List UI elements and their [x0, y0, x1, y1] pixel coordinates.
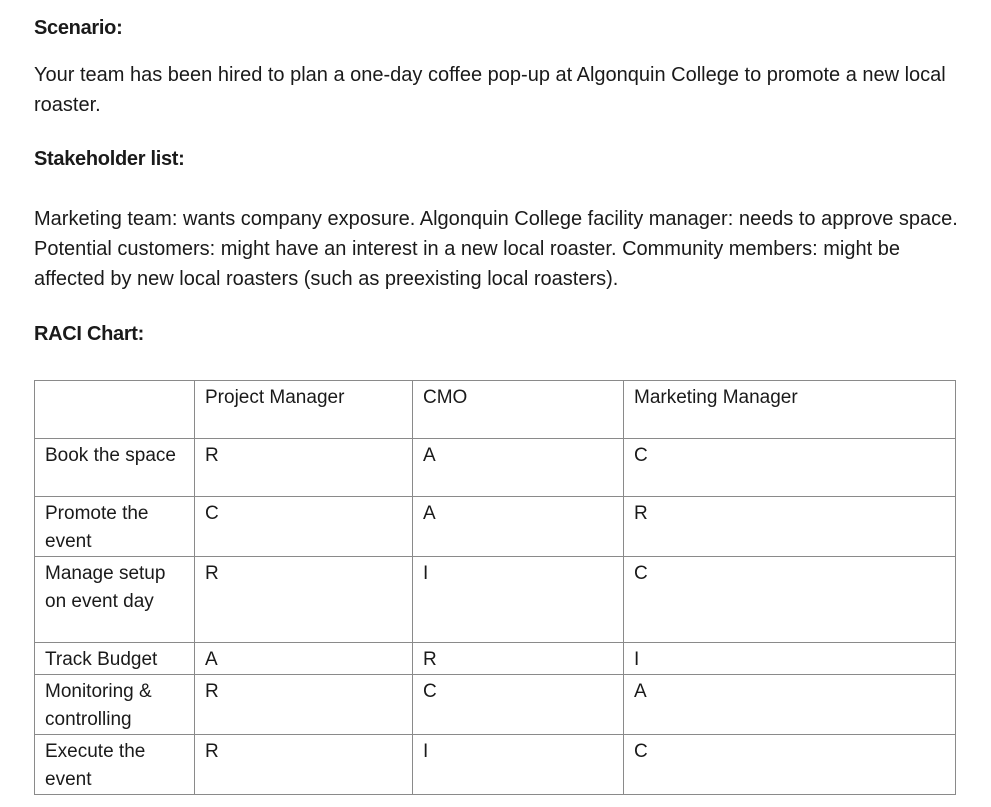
stakeholder-heading: Stakeholder list: — [34, 148, 185, 170]
raci-mm-cell: I — [624, 643, 956, 675]
scenario-heading: Scenario: — [34, 17, 123, 39]
raci-pm-cell: R — [195, 439, 413, 497]
table-row — [35, 675, 956, 735]
raci-heading: RACI Chart: — [34, 323, 145, 345]
raci-task-cell: Track Budget — [35, 643, 195, 675]
raci-table — [34, 380, 956, 795]
raci-task-cell: Book the space — [35, 439, 195, 497]
raci-mm-cell: A — [624, 675, 956, 735]
raci-corner-cell — [35, 381, 195, 439]
raci-col-header: Marketing Manager — [624, 381, 956, 439]
raci-mm-cell: C — [624, 735, 956, 795]
raci-cmo-cell: A — [413, 497, 624, 557]
raci-cmo-cell: I — [413, 557, 624, 643]
raci-cmo-cell: C — [413, 675, 624, 735]
raci-header-row — [35, 381, 956, 439]
stakeholder-text: Marketing team: wants company exposure. Algonquin College facility manager: needs to approve space. Potential customers: might have an interest in a new local roaster. Community members: might be affected by new local roasters (such as preexisting local roasters). — [34, 208, 958, 290]
raci-task-cell: Manage setup on event day — [35, 557, 195, 643]
raci-cmo-cell: I — [413, 735, 624, 795]
table-row — [35, 557, 956, 643]
raci-pm-cell: C — [195, 497, 413, 557]
raci-task-cell: Monitoring & controlling — [35, 675, 195, 735]
raci-cmo-cell: R — [413, 643, 624, 675]
raci-task-cell: Execute the event — [35, 735, 195, 795]
raci-mm-cell: R — [624, 497, 956, 557]
raci-pm-cell: R — [195, 735, 413, 795]
table-row — [35, 735, 956, 795]
raci-pm-cell: A — [195, 643, 413, 675]
raci-mm-cell: C — [624, 439, 956, 497]
raci-task-cell: Promote the event — [35, 497, 195, 557]
raci-col-header: Project Manager — [195, 381, 413, 439]
scenario-text: Your team has been hired to plan a one-day coffee pop-up at Algonquin College to promote a new local roaster. — [34, 64, 946, 116]
raci-pm-cell: R — [195, 675, 413, 735]
table-row — [35, 643, 956, 675]
raci-col-header: CMO — [413, 381, 624, 439]
table-row — [35, 497, 956, 557]
raci-cmo-cell: A — [413, 439, 624, 497]
table-row — [35, 439, 956, 497]
raci-pm-cell: R — [195, 557, 413, 643]
raci-mm-cell: C — [624, 557, 956, 643]
